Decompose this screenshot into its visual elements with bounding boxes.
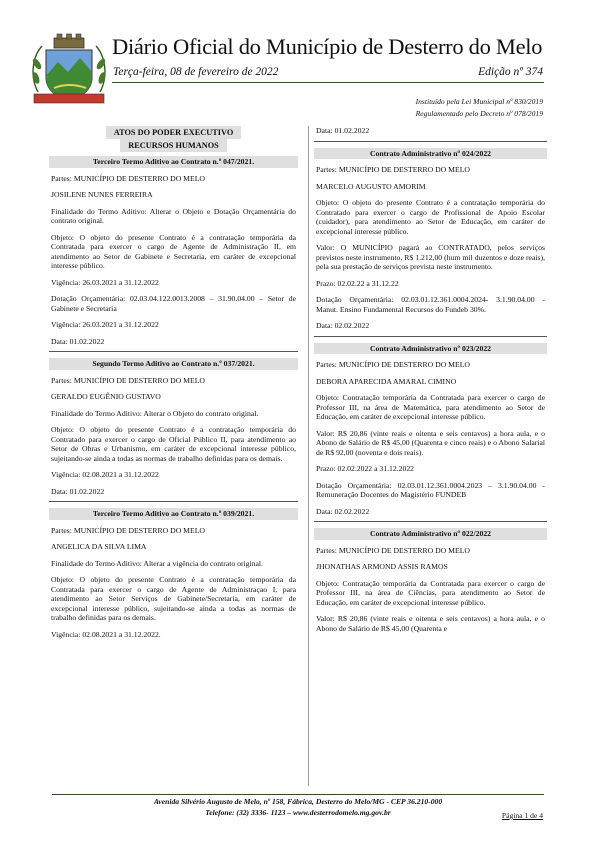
right-column (316, 126, 545, 640)
purpose: Finalidade do Termo Aditivo: Alterar o Objeto e Dotação Orçamentária do contrato original. (51, 206, 296, 225)
object: Objeto: Contratação temporária da Contratada para exercer o cargo de Professor III, na área de Matemática, para atendimento ao Setor de Educação, em caráter de excepcional interesse público. (316, 393, 545, 421)
purpose: Finalidade do Termo Aditivo: Alterar o Objeto do contrato original. (51, 408, 259, 418)
contractor-name: ANGELICA DA SILVA LIMA (51, 542, 147, 551)
institution-decree: Regulamentado pelo Decreto nº 078/2019 (415, 109, 543, 118)
parties: Partes: MUNICÍPIO DE DESTERRO DO MELO (316, 360, 470, 369)
journal-title: Diário Oficial do Município de Desterro do Melo (112, 34, 543, 59)
contract-title: Contrato Administrativo nº 023/2022 (314, 343, 547, 355)
municipal-coat-of-arms (28, 32, 110, 108)
date: Data: 01.02.2022 (316, 126, 370, 135)
separator (314, 141, 547, 142)
footer-rule (52, 794, 544, 795)
institution-law: Instituído pela Lei Municipal nº 830/2019 (415, 97, 543, 106)
validity: Vigência: 02.08.2021 a 31.12.2022 (51, 470, 159, 479)
date: Data: 01.02.2022 (51, 336, 105, 346)
section-title: ATOS DO PODER EXECUTIVO (106, 126, 242, 139)
object: Objeto: O objeto do presente Contrato é a contratação temporária da Contratada para exercer o cargo de Agente de Administração II, em atendimento ao Setor de Gabinete e Secretaria, em caráter de excepcional interesse público. (51, 232, 296, 270)
contractor-name: GERALDO EUGÊNIO GUSTAVO (51, 392, 161, 401)
date: Data: 01.02.2022 (51, 486, 105, 496)
section-heading (51, 126, 296, 152)
parties: Partes: MUNICÍPIO DE DESTERRO DO MELO (316, 545, 470, 555)
object: Objeto: O objeto do presente Contrato é a contratação temporária do Contratado para exercer o cargo de Profissional de Apoio Escolar (cuidador), para atendimento ao Setor de Educação, em caráter de excepcional interesse público. (316, 198, 545, 236)
contractor-name: JHONATHAS ARMOND ASSIS RAMOS (316, 562, 448, 571)
contract-title: Contrato Administrativo nº 024/2022 (314, 148, 547, 160)
term: Prazo: 02.02.22 a 31.12.22 (316, 278, 399, 288)
section-subtitle: RECURSOS HUMANOS (120, 139, 227, 152)
validity: Vigência: 02.08.2021 a 31.12.2022. (51, 629, 161, 639)
edition-number: Edição nº 374 (478, 66, 543, 78)
budget: Dotação Orçamentária: 02.03.04.122.0013.2008 – 31.90.04.00 – Setor de Gabinete e Secretaria (51, 294, 296, 313)
amendment-title: Segundo Termo Aditivo ao Contrato n.º 037/2021. (49, 358, 298, 370)
issue-date: Terça-feira, 08 de fevereiro de 2022 (113, 66, 279, 78)
separator (49, 351, 298, 352)
footer-address: Avenida Silvério Augusto de Melo, nº 158, Fábrica, Desterro do Melo/MG - CEP 36.210-000 (153, 797, 443, 806)
purpose: Finalidade do Termo Aditivo: Alterar a vigência do contrato original. (51, 558, 263, 568)
contractor-name: DEBORA APARECIDA AMARAL CIMINO (316, 376, 457, 386)
separator (314, 336, 547, 337)
left-column (51, 126, 296, 646)
value: Valor: R$ 20,86 (vinte reais e oitenta e seis centavos) a hora aula, e o Abono de Salário de R$ 45,00 (Quarenta e cinco reais) e o Abono Salarial de R$ 92,00 (noventa e dois reais). (316, 428, 545, 457)
header-rule (112, 82, 544, 83)
amendment-title: Terceiro Termo Aditivo ao Contrato n.º 047/2021. (49, 156, 298, 168)
term: Prazo: 02.02.2022 a 31.12.2022 (316, 464, 415, 473)
budget: Dotação Orçamentária: 02.03.01.12.361.0004.2023 – 3.1.90.04.00 - Remuneração Docentes do Magistério FUNDEB (316, 480, 545, 499)
object: Objeto: Contratação temporária da Contratada para exercer o cargo de Professor III, na área de Ciências, para atendimento ao Setor de Educação, em caráter de excepcional interesse público. (316, 578, 545, 607)
parties: Partes: MUNICÍPIO DE DESTERRO DO MELO (316, 165, 470, 174)
separator (314, 521, 547, 522)
value: Valor: O MUNICÍPIO pagará ao CONTRATADO, pelos serviços previstos neste instrumento, R$ 1.212,00 (hum mil duzentos e doze reais), pela sua prestação de serviços prevista neste instrumento. (316, 243, 545, 271)
validity: Vigência: 26.03.2021 a 31.12.2022 (51, 320, 159, 329)
contractor-name: MARCELO AUGUSTO AMORIM (316, 181, 426, 191)
contractor-name: JOSILENE NUNES FERREIRA (51, 190, 153, 199)
validity: Vigência: 26.03.2021 a 31.12.2022 (51, 277, 159, 287)
separator (49, 501, 298, 502)
footer-contact: Telefone: (32) 3336- 1123 – www.desterrodomelo.mg.gov.br (205, 807, 391, 817)
value: Valor: R$ 20,86 (vinte reais e oitenta e seis centavos) a hora aula, e o Abono de Salário de R$ 45,00 (Quarenta e (316, 614, 545, 633)
page-number: Página 1 de 4 (501, 811, 543, 820)
column-divider (308, 126, 309, 786)
date: Data: 02.02.2022 (316, 506, 370, 516)
date: Data: 02.02.2022 (316, 321, 370, 330)
budget: Dotação Orçamentária: 02.03.01.12.361.0004.2024- 3.1.90.04.00 - Manut. Ensino Fundamental Recursos do Fundeb 30%. (316, 295, 545, 314)
amendment-title: Terceiro Termo Aditivo ao Contrato n.º 039/2021. (49, 508, 298, 520)
parties: Partes: MUNICÍPIO DE DESTERRO DO MELO (51, 525, 205, 535)
object: Objeto: O objeto do presente Contrato é a contratação temporária da Contratada para exercer o cargo de Agente de Administraçao I, para atendimento ao Setor Serviços de Gabinete/Secretaria, em caráter de excepcional interesse público, sujeitando-se ainda a todas as normas de trabalho definidas para os demais. (51, 575, 296, 622)
parties: Partes: MUNICÍPIO DE DESTERRO DO MELO (51, 375, 205, 385)
contract-title: Contrato Administrativo nº 022/2022 (314, 528, 547, 540)
object: Objeto: O objeto do presente Contrato é a contratação temporária do Contratado para exercer o cargo de Oficial Público II, para atendimento ao Setor de Obras e Urbanismo, em caráter de excepcional interesse público, sujeitando-se ainda a todas as normas de trabalho definidas para os demais. (51, 425, 296, 463)
parties: Partes: MUNICÍPIO DE DESTERRO DO MELO (51, 173, 205, 183)
institution-note (416, 96, 543, 120)
footer (52, 797, 544, 818)
